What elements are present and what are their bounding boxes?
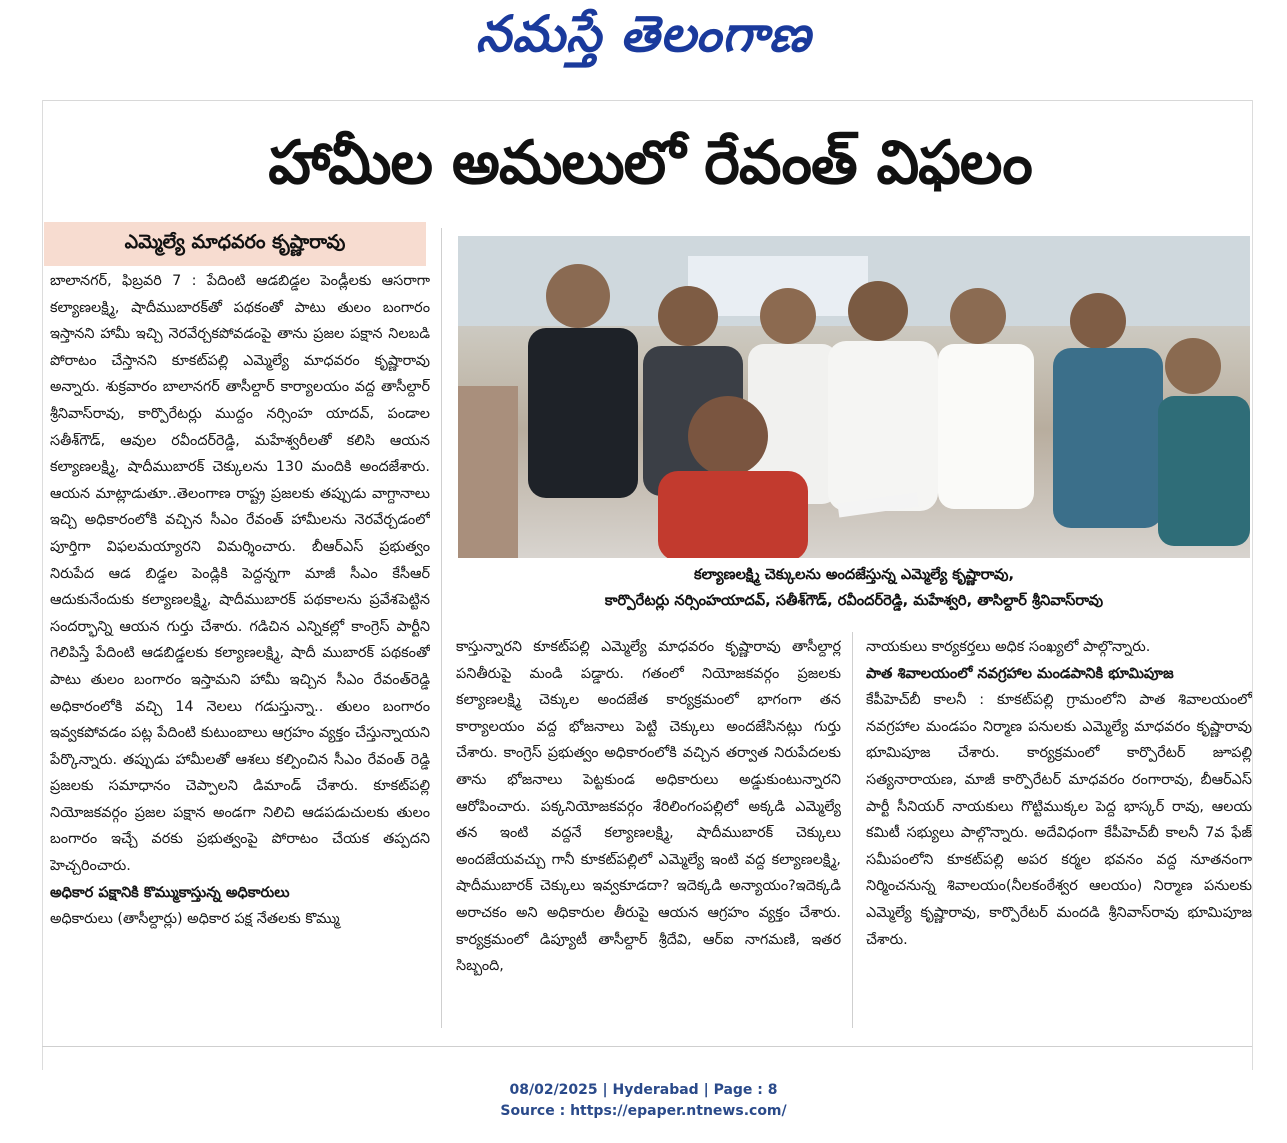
page-footer xyxy=(0,1080,1287,1122)
footer-date-page: 08/02/2025 | Hyderabad | Page : 8 xyxy=(509,1082,778,1098)
article-paragraph: కాస్తున్నారని కూకట్‌పల్లి ఎమ్మెల్యే మాధవరం కృష్ణారావు తాసీల్దార్ల పనితీరుపై మండి పడ్డారు. గతంలో నియోజకవర్గం ప్రజలకు కల్యాణలక్ష్మి చెక్కుల అందజేత కార్యక్రమంలో భాగంగా తన కార్యాలయం వద్ద భోజనాలు పెట్టి చెక్కులు అందజేసినట్లు గుర్తు చేశారు. కాంగ్రెస్ ప్రభుత్వం అధికారంలోకి వచ్చిన తర్వాత నిరుపేదలకు తాను భోజనాలు పెట్టకుండ అధికారులు అడ్డుకుంటున్నారని ఆరోపించారు. పక్కనియోజకవర్గం శేరిలింగంపల్లిలో అక్కడి ఎమ్మెల్యే తన ఇంటి వద్దనే కల్యాణలక్ష్మి, షాదీముబారక్ చెక్కులు అందజేయవచ్చు గానీ కూకట్‌పల్లిలో ఎమ్మెల్యే ఇంటి వద్ద కల్యాణలక్ష్మి, షాదీముబారక్ చెక్కులు ఇవ్వకూడదా? ఇదెక్కడి అన్యాయం?ఇదెక్కడి అరాచకం అని అధికారుల తీరుపై ఆయన ఆగ్రహం వ్యక్తం చేశారు. కార్యక్రమంలో డిప్యూటీ తాసీల్దార్ శ్రీదేవి, ఆర్‌ఐ నాగమణి, ఇతర సిబ్బంది, xyxy=(456,639,841,975)
article-column-2 xyxy=(456,634,841,1026)
article-column-3 xyxy=(866,634,1252,1026)
news-photo xyxy=(458,236,1250,558)
byline-box xyxy=(44,222,426,266)
article-headline: హామీల అమలులో రేవంత్ విఫలం xyxy=(268,128,1032,198)
frame-left-border xyxy=(42,100,43,1070)
newspaper-logo: నమస్తే తెలంగాణ xyxy=(475,4,812,63)
article-paragraph: నాయకులు కార్యకర్తలు అధిక సంఖ్యలో పాల్గొన్నారు. xyxy=(866,639,1151,655)
photo-caption-line-2: కార్పొరేటర్లు నర్సింహయాదవ్, సతీశ్‌గౌడ్, రవీందర్‌రెడ్డి, మహేశ్వరి, తాసిల్దార్ శ్రీనివాస్‌రావు xyxy=(604,592,1104,609)
column-divider xyxy=(441,228,442,1028)
masthead xyxy=(0,0,1287,80)
footer-divider xyxy=(42,1046,1252,1047)
frame-right-border xyxy=(1252,100,1253,1070)
subheading: పాత శివాలయంలో నవగ్రహాల మండపానికి భూమిపూజ xyxy=(866,664,1174,682)
subheading: అధికార పక్షానికి కొమ్ముకాస్తున్న అధికారులు xyxy=(50,883,290,901)
article-paragraph: కేపీహెచ్‌బీ కాలనీ : కూకట్‌పల్లి గ్రామంలోని పాత శివాలయంలో నవగ్రహాల మండపం నిర్మాణ పనులకు ఎమ్మెల్యే మాధవరం కృష్ణారావు భూమిపూజ చేశారు. కార్యక్రమంలో కార్పొరేటర్ జూపల్లి సత్యనారాయణ, మాజీ కార్పొరేటర్ మాధవరం రంగారావు, బీఆర్‌ఎస్ పార్టీ సీనియర్ నాయకులు గొట్టిముక్కల పెద్ద భాస్కర్ రావు, ఆలయ కమిటీ సభ్యులు పాల్గొన్నారు. అదేవిధంగా కేపీహెచ్‌బీ కాలనీ 7వ ఫేజ్ సమీపంలోని కూకట్‌పల్లి అపర కర్మల భవనం వద్ద నూతనంగా నిర్మించనున్న శివాలయం(నీలకంఠేశ్వర ఆలయం) నిర్మాణ పనులకు ఎమ్మెల్యే కృష్ణారావు, కార్పొరేటర్ మందడి శ్రీనివాస్‌రావు భూమిపూజ చేశారు. xyxy=(866,692,1252,948)
footer-source: Source : https://epaper.ntnews.com/ xyxy=(500,1103,787,1119)
byline: ఎమ్మెల్యే మాధవరం కృష్ణారావు xyxy=(124,230,346,253)
article-column-1 xyxy=(50,268,430,1028)
photo-illustration xyxy=(458,236,1250,558)
column-divider xyxy=(852,632,853,1028)
article-paragraph: అధికారులు (తాసీల్దార్లు) అధికార పక్ష నేతలకు కొమ్ము xyxy=(50,911,340,928)
photo-caption-line-1: కల్యాణలక్ష్మి చెక్కులను అందజేస్తున్న ఎమ్మెల్యే కృష్ణారావు, xyxy=(693,566,1015,583)
article-paragraph: బాలానగర్, ఫిబ్రవరి 7 : పేదింటి ఆడబిడ్డల పెండ్లీలకు ఆసరాగా కల్యాణలక్ష్మి, షాదీముబారక్‌తో పథకంతో పాటు తులం బంగారం ఇస్తానని హామీ ఇచ్చి నెరవేర్చకపోవడంపై తాను ప్రజల పక్షాన నిలబడి పోరాటం చేస్తానని కూకట్‌పల్లి ఎమ్మెల్యే మాధవరం కృష్ణారావు అన్నారు. శుక్రవారం బాలానగర్ తాసీల్దార్ కార్యాలయం వద్ద తాసీల్దార్ శ్రీనివాస్‌రావు, కార్పొరేటర్లు ముద్దం నర్సింహ యాదవ్, పండాల సతీశ్‌గౌడ్, ఆవుల రవీందర్‌రెడ్డి, మహేశ్వరీలతో కలిసి ఆయన కల్యాణలక్ష్మి, షాదీముబారక్ చెక్కులను 130 మందికి అందజేశారు. ఆయన మాట్లాడుతూ..తెలంగాణ రాష్ట్ర ప్రజలకు తప్పుడు వాగ్దానాలు ఇచ్చి అధికారంలోకి వచ్చిన సీఎం రేవంత్ హామీలను నెరవేర్చడంలో పూర్తిగా విఫలమయ్యారని విమర్శించారు. బీఆర్‌ఎస్ ప్రభుత్వం నిరుపేద ఆడ బిడ్డల పెండ్లికి పెద్దన్నగా మాజీ సీఎం కేసీఆర్ ఆదుకునేందుకు కల్యాణలక్ష్మి, షాదీముబారక్ పథకాలను ప్రవేశపెట్టిన సందర్భాన్ని ఆయన గుర్తు చేశారు. గడిచిన ఎన్నికల్లో కాంగ్రెస్ పార్టీని గెలిపిస్తే పేదింటి ఆడబిడ్డలకు కల్యాణలక్ష్మి, షాదీ ముబారక్ పథకంతో పాటు తులం బంగారం ఇస్తామని హామీ ఇచ్చిన సీఎం రేవంత్‌రెడ్డి అధికారంలోకి వచ్చి 14 నెలలు గడుస్తున్నా.. తులం బంగారం ఇవ్వకపోవడం పట్ల పేదింటి కుటుంబాలు ఆగ్రహం వ్యక్తం చేస్తున్నాయని పేర్కొన్నారు. తప్పుడు హామీలతో ఆశలు కల్పించిన సీఎం రేవంత్ రెడ్డి ప్రజలకు సమాధానం చెప్పాలని డిమాండ్ చేశారు. కూకట్‌పల్లి నియోజకవర్గం ప్రజల పక్షాన అండగా నిలిచి ఆడపడుచులకు తులం బంగారం ఇచ్చే వరకు ప్రభుత్వంపై పోరాటం చేయక తప్పదని హెచ్చరించారు. xyxy=(50,273,430,875)
photo-caption xyxy=(458,562,1250,614)
